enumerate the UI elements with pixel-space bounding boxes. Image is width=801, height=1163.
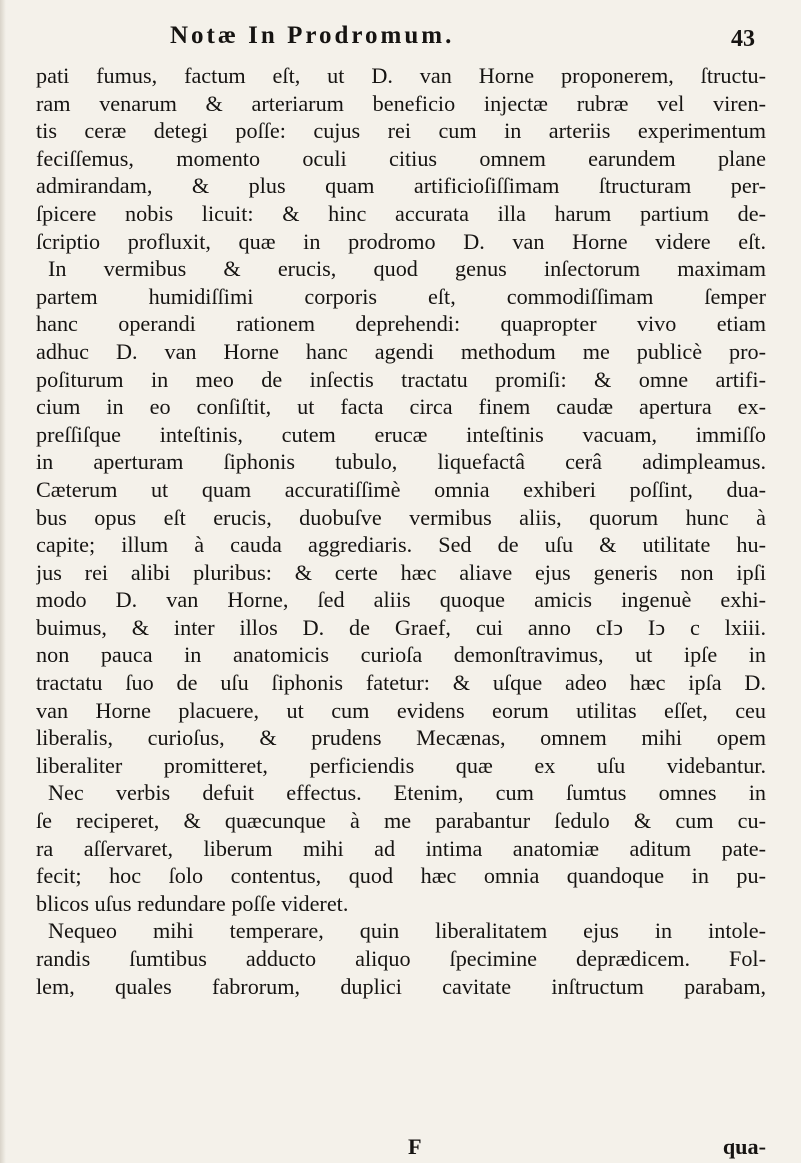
page-number: 43 [731, 26, 755, 52]
running-head [0, 14, 801, 60]
text-line: buimus, & inter illos D. de Graef, cui anno cIↄ Iↄ c lxiii. [36, 614, 766, 640]
catchword: qua- [722, 1134, 766, 1159]
text-line: cium in eo conſiſtit, ut facta circa finem caudæ apertura ex- [36, 394, 766, 420]
text-line: pati fumus, factum eſt, ut D. van Horne proponerem, ſtructu- [36, 63, 766, 88]
text-line: preſſiſque inteſtinis, cutem erucæ inteſtinis vacuam, immiſſo [36, 421, 766, 447]
catch-line [36, 1134, 766, 1162]
text-line: poſiturum in meo de inſectis tractatu promiſi: & omne artifi- [36, 366, 766, 392]
text-line: feciſſemus, momento oculi citius omnem earundem plane [36, 145, 766, 171]
text-line: in aperturam ſiphonis tubulo, liquefactâ cerâ adimpleamus. [36, 449, 766, 475]
text-line: modo D. van Horne, ſed aliis quoque amicis ingenuè exhi- [36, 587, 766, 613]
running-head-title: Notæ In Prodromum. [170, 22, 455, 49]
text-line: jus rei alibi pluribus: & certe hæc aliave ejus generis non ipſi [36, 559, 766, 585]
text-line: ſcriptio profluxit, quæ in prodromo D. van Horne videre eſt. [36, 228, 766, 254]
signature-mark: F [408, 1134, 422, 1159]
text-line: tractatu ſuo de uſu ſiphonis fatetur: & uſque adeo hæc ipſa D. [36, 670, 766, 696]
text-line: liberalis, curioſus, & prudens Mecænas, omnem mihi opem [36, 725, 766, 751]
text-line: ra aſſervaret, liberum mihi ad intima anatomiæ aditum pate- [36, 835, 766, 861]
text-line: bus opus eſt erucis, duobuſve vermibus aliis, quorum hunc à [36, 504, 766, 530]
text-line: ram venarum & arteriarum beneficio injectæ rubræ vel viren- [36, 90, 766, 116]
text-line: adhuc D. van Horne hanc agendi methodum me publicè pro- [36, 338, 766, 364]
text-line: Cæterum ut quam accuratiſſimè omnia exhiberi poſſint, dua- [36, 476, 766, 502]
text-line: randis ſumtibus adducto aliquo ſpecimine deprædicem. Fol- [36, 946, 766, 971]
text-line: liberaliter promitteret, perficiendis quæ ex uſu videbantur. [36, 752, 766, 778]
text-line: ſe reciperet, & quæcunque à me parabantur ſedulo & cum cu- [36, 808, 766, 834]
page-gutter-shadow [0, 0, 6, 1163]
text-line: non pauca in anatomicis curioſa demonſtravimus, ut ipſe in [36, 642, 766, 668]
text-line: admirandam, & plus quam artificioſiſſimam ſtructuram per- [36, 173, 766, 199]
text-line: capite; illum à cauda aggrediaris. Sed de uſu & utilitate hu- [36, 532, 766, 558]
text-line: partem humidiſſimi corporis eſt, commodiſſimam ſemper [36, 283, 766, 309]
text-line: hanc operandi rationem deprehendi: quapropter vivo etiam [36, 311, 766, 337]
text-line: tis ceræ detegi poſſe: cujus rei cum in arteriis experimentum [36, 118, 766, 144]
text-line: fecit; hoc ſolo contentus, quod hæc omnia quandoque in pu- [36, 863, 766, 889]
text-line: blicos uſus redundare poſſe videret. [36, 890, 349, 916]
body-text [36, 62, 766, 1000]
text-line: van Horne placuere, ut cum evidens eorum utilitas eſſet, ceu [36, 697, 766, 723]
text-line: ſpicere nobis licuit: & hinc accurata illa harum partium de- [36, 200, 766, 226]
text-line: Nequeo mihi temperare, quin liberalitatem ejus in intole- [48, 918, 766, 944]
text-line: Nec verbis defuit effectus. Etenim, cum ſumtus omnes in [48, 780, 766, 806]
text-line: In vermibus & erucis, quod genus inſectorum maximam [48, 256, 766, 282]
text-line: lem, quales fabrorum, duplici cavitate inſtructum parabam, [36, 973, 766, 999]
